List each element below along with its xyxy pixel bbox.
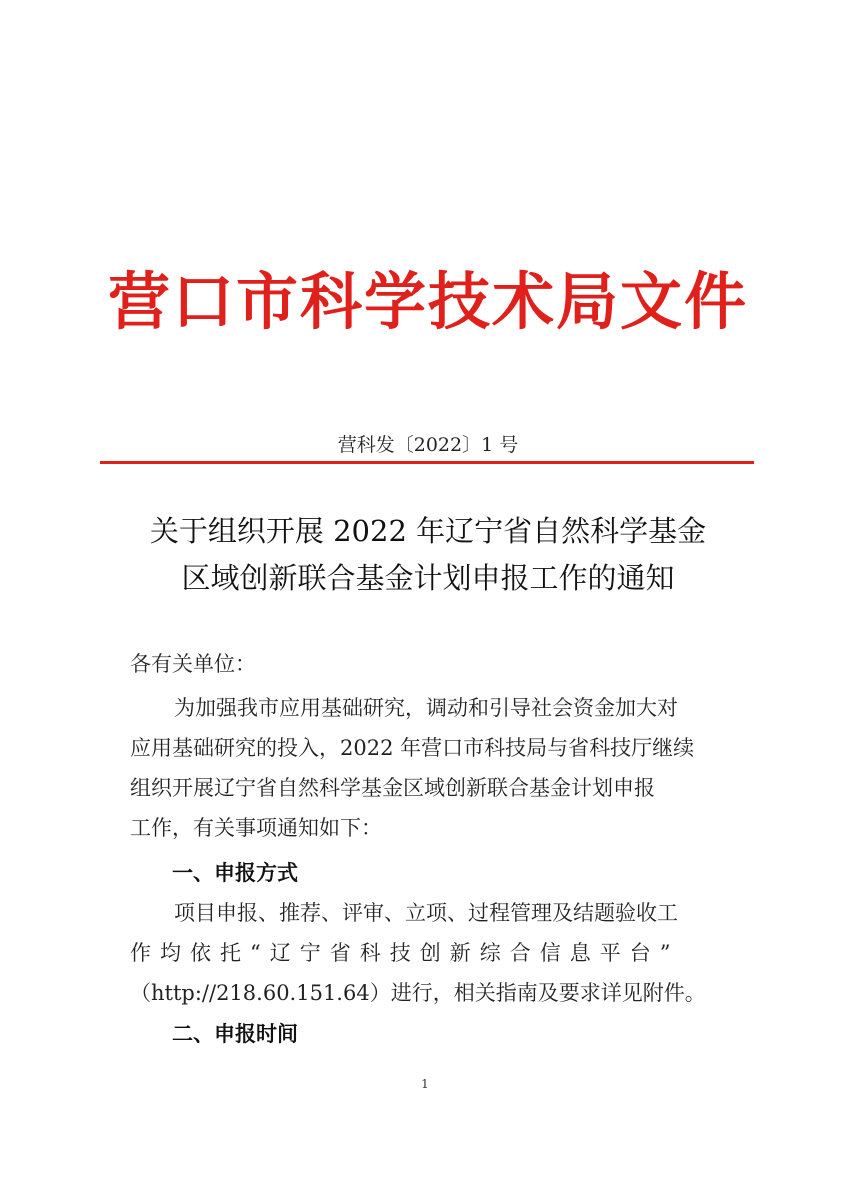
title-line-1: 关于组织开展 2022 年辽宁省自然科学基金 (149, 514, 707, 548)
section-1-heading: 一、申报方式 (172, 861, 298, 885)
intro-line-4: 工作，有关事项通知如下： (130, 816, 382, 840)
document-number: 营科发〔2022〕1 号 (337, 434, 519, 456)
section-1-paragraph (130, 893, 730, 1013)
title-line-2: 区域创新联合基金计划申报工作的通知 (181, 561, 675, 595)
red-divider-line (100, 461, 754, 464)
intro-paragraph (130, 688, 730, 848)
section-1-line-2: 作均依托“辽宁省科技创新综合信息平台” (130, 941, 680, 965)
section-1-line-1: 项目申报、推荐、评审、立项、过程管理及结题验收工 (174, 901, 678, 925)
section-2-heading: 二、申报时间 (172, 1022, 298, 1046)
section-1-line-3: （http://218.60.151.64）进行，相关指南及要求详见附件。 (130, 981, 706, 1005)
intro-line-2: 应用基础研究的投入，2022 年营口市科技局与省科技厅继续 (130, 736, 695, 760)
intro-line-3: 组织开展辽宁省自然科学基金区域创新联合基金计划申报 (130, 776, 655, 800)
salutation: 各有关单位： (130, 652, 256, 676)
issuer-header: 营口市科学技术局文件 (107, 265, 748, 338)
page-number: 1 (421, 1077, 429, 1091)
document-title (100, 508, 756, 602)
intro-line-1: 为加强我市应用基础研究，调动和引导社会资金加大对 (174, 696, 678, 720)
